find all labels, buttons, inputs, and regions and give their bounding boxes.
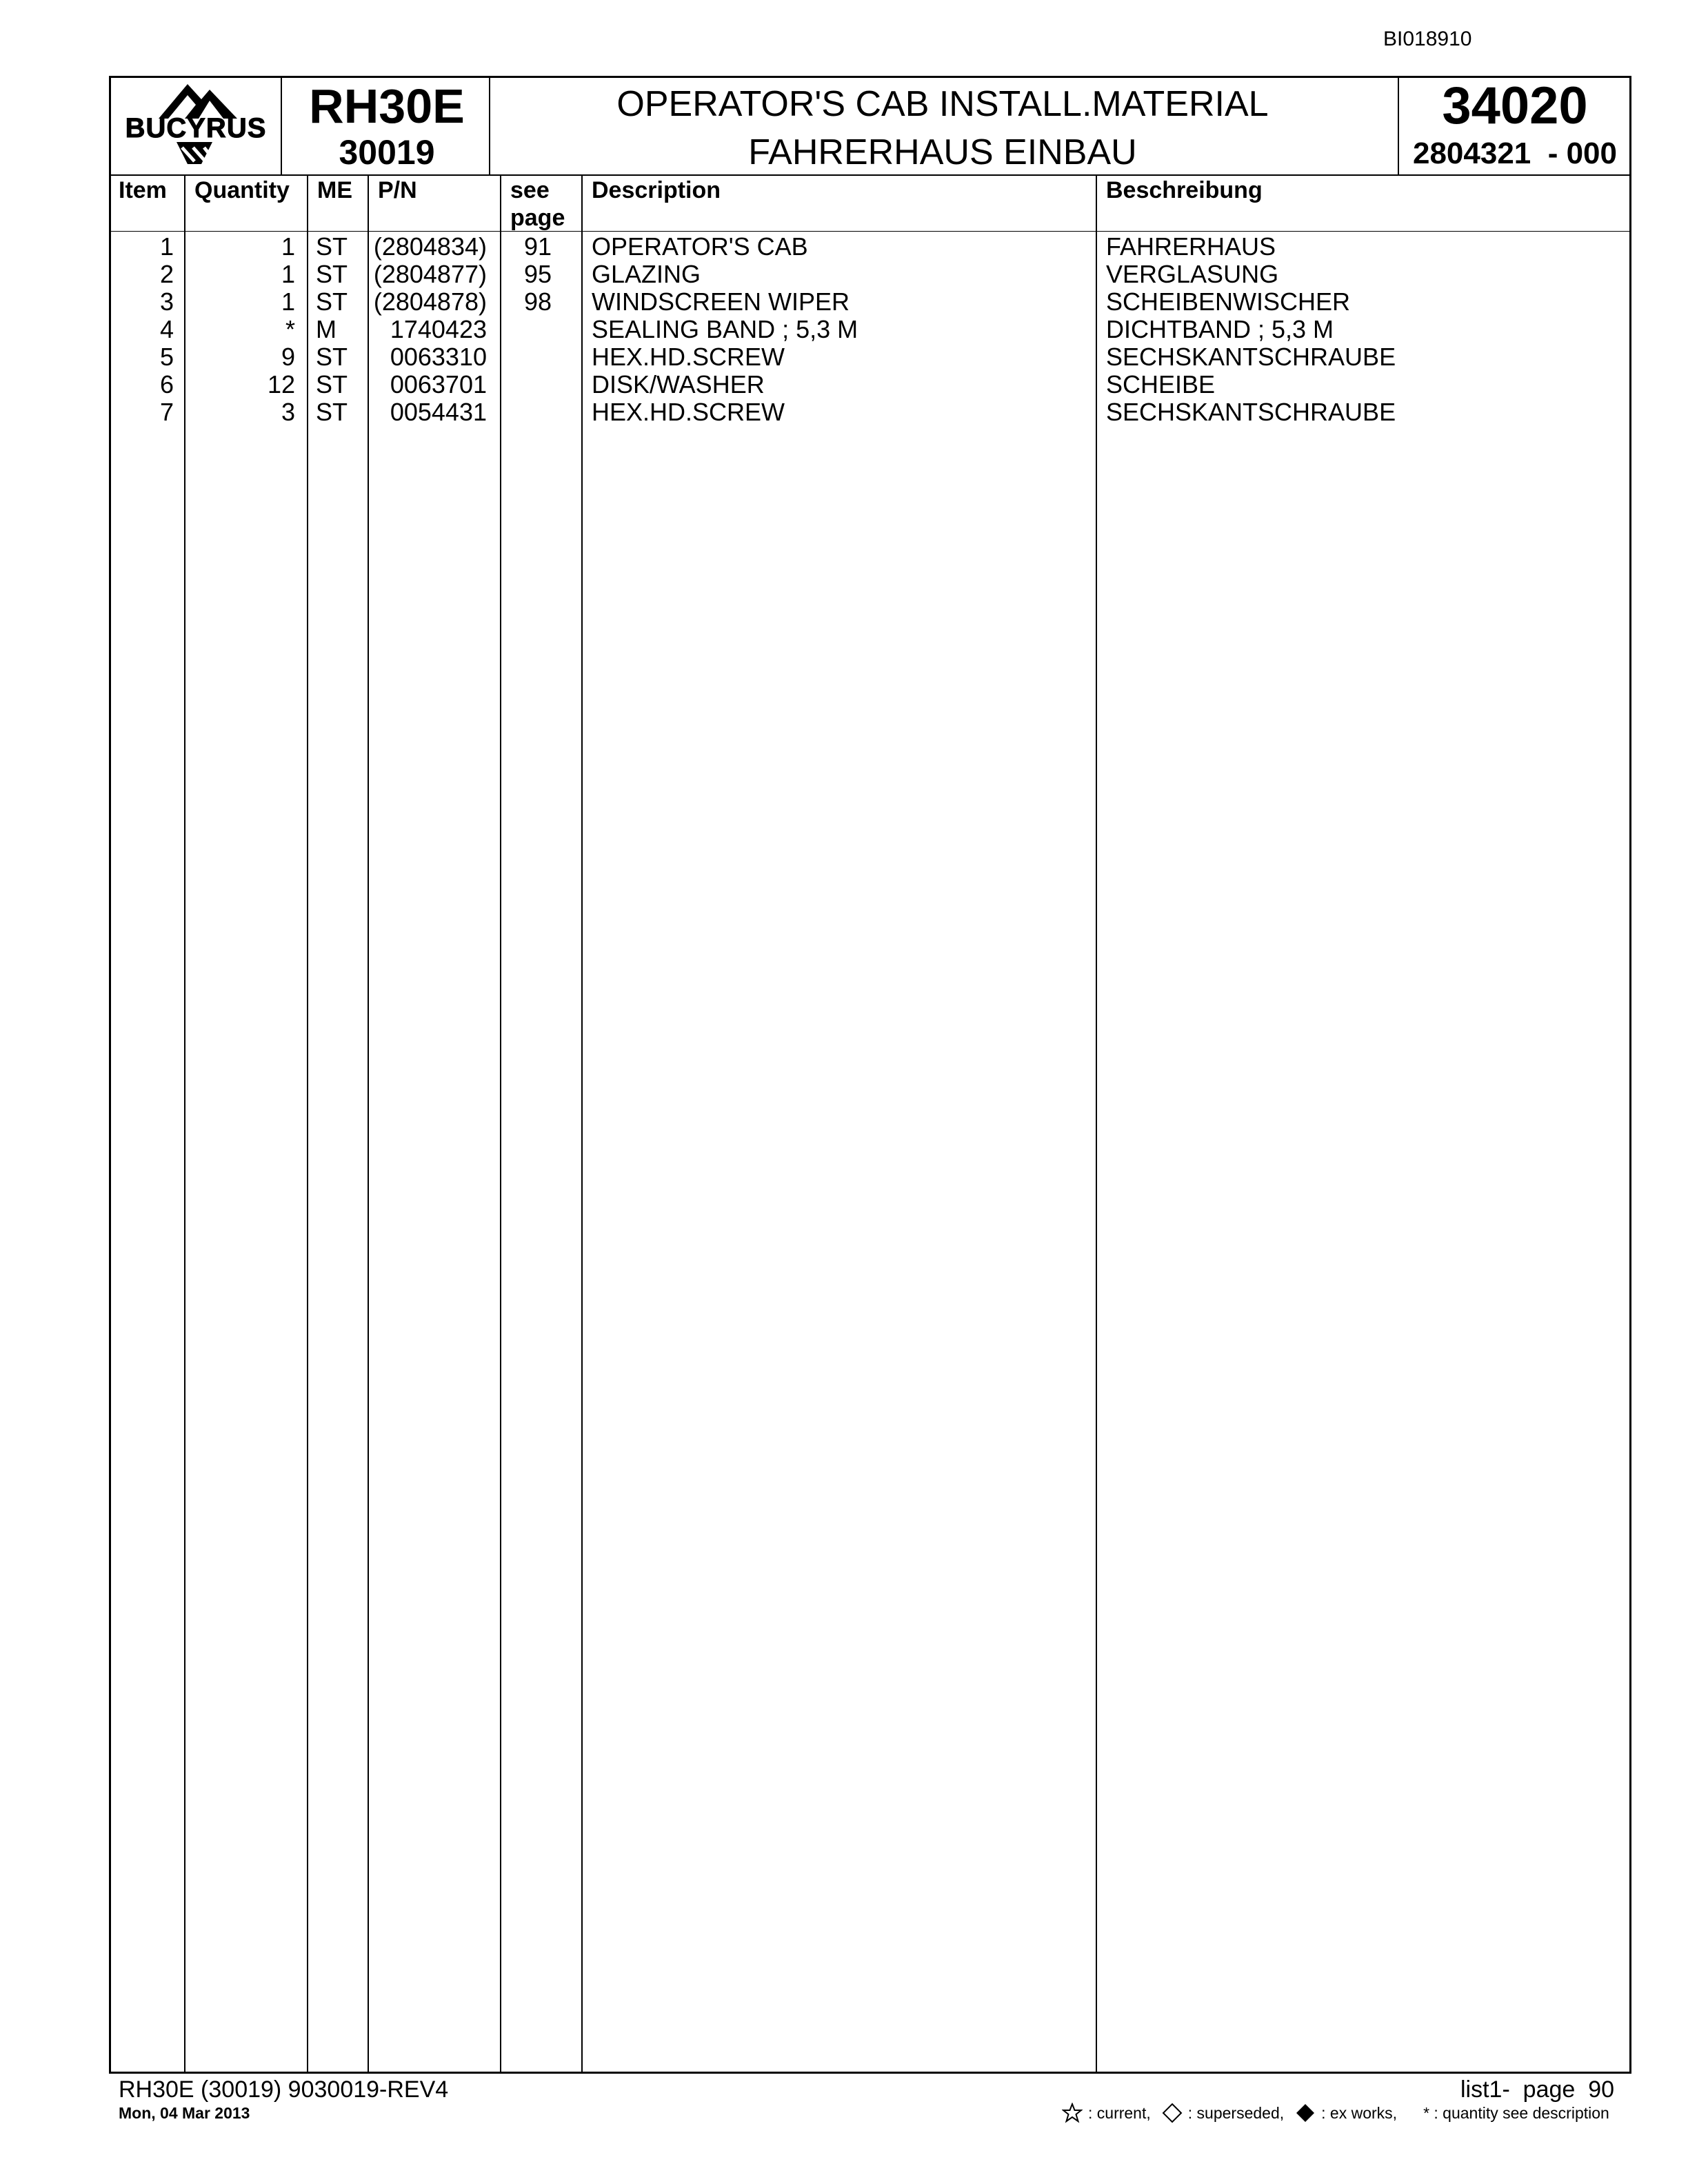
title-english: OPERATOR'S CAB INSTALL.MATERIAL [616,84,1269,124]
star-outline-icon [1062,2103,1083,2123]
legend [1062,2103,1609,2123]
title-german: FAHRERHAUS EINBAU [748,132,1137,172]
cell-description: HEX.HD.SCREW [592,343,785,371]
col-header-description: Description [592,177,721,203]
cell-beschreibung: VERGLASUNG [1106,260,1279,288]
cell-pn: 0054431 [390,398,487,426]
cell-me: M [316,315,336,343]
cell-me: ST [316,260,348,288]
cell-quantity: 1 [281,232,295,261]
cell-see-page: 95 [523,260,552,288]
col-header-beschreibung: Beschreibung [1106,177,1263,203]
legend-superseded: : superseded, [1187,2103,1285,2122]
diamond-outline-icon [1162,2103,1183,2123]
title-block [491,80,1394,176]
cell-see-page: 91 [523,232,552,261]
cell-description: SEALING BAND ; 5,3 M [592,315,858,343]
cell-item: 3 [159,287,174,316]
cell-description: GLAZING [592,260,701,288]
column-divider-quantity [307,174,308,2072]
cell-me: ST [316,343,348,371]
cell-beschreibung: SECHSKANTSCHRAUBE [1106,343,1396,371]
cell-item: 7 [159,398,174,426]
diamond-filled-icon [1295,2103,1316,2123]
cell-quantity: 9 [281,343,295,371]
cell-see-page: 98 [523,287,552,316]
col-header-page: page [510,205,565,231]
cell-me: ST [316,232,348,261]
cell-item: 1 [159,232,174,261]
cell-description: DISK/WASHER [592,370,765,398]
column-divider-page [581,174,583,2072]
cell-quantity: 12 [267,370,295,398]
cell-quantity: * [285,315,295,343]
column-divider-me [368,174,369,2072]
document-id: BI018910 [1383,28,1472,50]
cell-quantity: 1 [281,260,295,288]
cell-description: OPERATOR'S CAB [592,232,808,261]
cell-beschreibung: DICHTBAND ; 5,3 M [1106,315,1334,343]
header-divider-v1 [281,78,282,174]
legend-current: : current, [1088,2103,1151,2122]
document-part-number: 2804321 - 000 [1412,136,1618,170]
cell-me: ST [316,398,348,426]
col-header-see: see [510,177,550,203]
cell-beschreibung: SCHEIBE [1106,370,1216,398]
group-number: 34020 [1442,77,1588,135]
cell-beschreibung: FAHRERHAUS [1106,232,1276,261]
footer-page-number: list1- page 90 [1460,2076,1615,2103]
cell-pn: 0063701 [390,370,487,398]
cell-item: 5 [159,343,174,371]
cell-pn: (2804877) [373,260,487,288]
column-divider-description [1096,174,1097,2072]
cell-pn: 0063310 [390,343,487,371]
cell-quantity: 1 [281,287,295,316]
cell-description: WINDSCREEN WIPER [592,287,850,316]
col-header-me: ME [317,177,352,203]
cell-pn: (2804834) [373,232,487,261]
header-divider-v3 [1398,78,1399,174]
cell-me: ST [316,287,348,316]
col-header-quantity: Quantity [194,177,290,203]
cell-description: HEX.HD.SCREW [592,398,785,426]
cell-me: ST [316,370,348,398]
cell-item: 2 [159,260,174,288]
cell-beschreibung: SECHSKANTSCHRAUBE [1106,398,1396,426]
cell-item: 6 [159,370,174,398]
cell-pn: (2804878) [373,287,487,316]
cell-beschreibung: SCHEIBENWISCHER [1106,287,1351,316]
legend-quantity: * : quantity see description [1423,2103,1609,2122]
footer-reference: RH30E (30019) 9030019-REV4 [119,2076,449,2103]
column-header-divider [111,231,1629,232]
column-divider-item [184,174,185,2072]
header-divider-v2 [489,78,490,174]
logo-text: BUCYRUS [125,113,267,143]
legend-ex-works: : ex works, [1321,2103,1398,2122]
cell-item: 4 [159,315,174,343]
col-header-pn: P/N [378,177,417,203]
serial-number: 30019 [339,133,435,172]
footer-date: Mon, 04 Mar 2013 [119,2104,250,2122]
cell-quantity: 3 [281,398,295,426]
cell-pn: 1740423 [390,315,487,343]
column-divider-pn [500,174,501,2072]
model-name: RH30E [309,79,465,133]
bucyrus-logo [116,79,276,170]
col-header-item: Item [119,177,167,203]
